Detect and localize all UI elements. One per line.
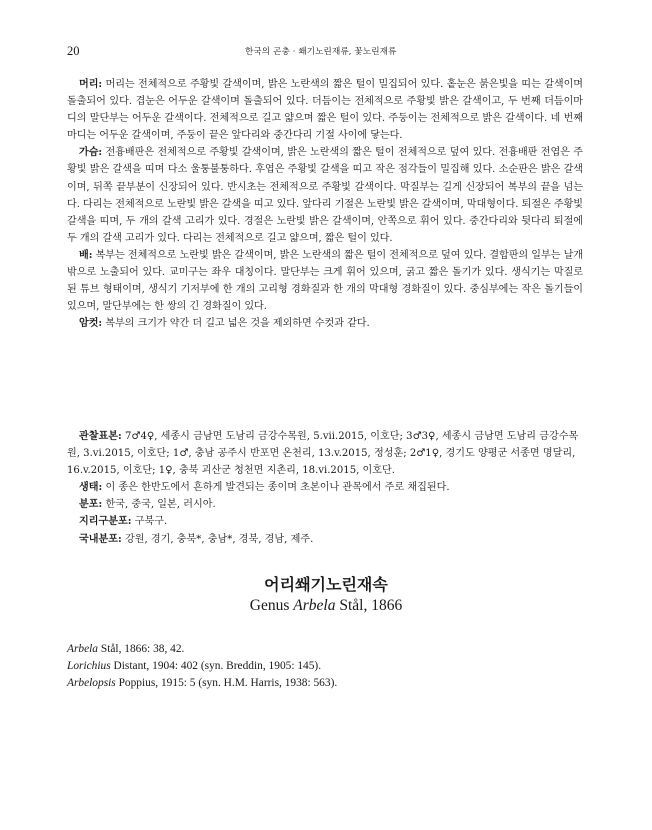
distribution-text: 한국, 중국, 일본, 러시아. xyxy=(105,499,216,511)
specimens-label: 관찰표본 xyxy=(79,431,119,442)
thorax-label: 가슴 xyxy=(79,147,99,159)
head-text: 머리는 전체적으로 주황빛 갈색이며, 밝은 노란색의 짧은 털이 밀집되어 있다. 홑눈은 붉은빛을 띠는 갈색이며 돌출되어 있다. 겹눈은 어두운 갈색이며 돌출되어 있다. 더듬이는 전체적으로 주황빛 밝은 갈색이고, 두 번째 더듬이마디의 말단부는 어두운 갈색이다. 전체적으로 길고 얇으며 짧은 털이 있다. 주둥이는 전체적으로 밝은 갈색이다. 네 번째 마디는 어두운 갈색이며, 주둥이 끝은 앞다리와 중간다리 기절 사이에 닿는다. xyxy=(67,79,583,142)
page-number: 20 xyxy=(67,44,80,58)
genus-title-korean: 어리쐐기노린재속 xyxy=(264,575,388,594)
specimens-examined: 관찰표본: 7♂4♀, 세종시 금남면 도남리 금강수목원, 5.vii.2015, 이호단; 3♂3♀, 세종시 금남면 도남리 금강수목원, 3.vi.2015, 이호단; 1♂, 충남 공주시 반포면 온천리, 13.v.2015, 정성훈; 2♂1♀, 경기도 양평군 서종면 명달리, 16.v.2015, 이호단; 1♀, 충북 괴산군 청천면 지촌리, 18.vi.2015, 이호단. xyxy=(67,431,579,477)
synonym-name: Lorichius xyxy=(67,660,111,672)
ecology-text: 이 종은 한반도에서 흔하게 발견되는 종이며 초본이나 관목에서 주로 채집된다. xyxy=(105,482,450,494)
specimen-section xyxy=(67,428,583,548)
abdomen-label: 배 xyxy=(79,249,89,261)
description-abdomen: 배: 복부는 전체적으로 노란빛 밝은 갈색이며, 밝은 노란색의 짧은 털이 전체적으로 덮여 있다. 결합판의 일부는 날개 밖으로 노출되어 있다. 교미구는 좌우 대칭이다. 말단부는 크게 휘어 있으며, 굵고 짧은 돌기가 있다. 생식기는 막질로 된 튜브 형태이며, 생식기 기저부에 한 개의 고리형 경화질과 한 개의 막대형 경화질이 있다. 중심부에는 작은 돌기들이 있으며, 말단부에는 한 쌍의 긴 경화질이 있다. xyxy=(67,249,583,313)
genus-title-author: Stål, 1866 xyxy=(335,597,403,614)
synonym-citation: Distant, 1904: 402 (syn. Breddin, 1905: 145). xyxy=(110,660,322,672)
domestic-distribution-text: 강원, 경기, 충북*, 충남*, 경북, 경남, 제주. xyxy=(124,533,314,545)
synonym-item xyxy=(67,658,583,675)
domestic-distribution-line: 국내분포: 강원, 경기, 충북*, 충남*, 경북, 경남, 제주. xyxy=(79,533,314,545)
synonym-citation: Stål, 1866: 38, 42. xyxy=(98,643,185,655)
synonym-citation: Poppius, 1915: 5 (syn. H.M. Harris, 1938: 563). xyxy=(115,677,338,689)
page-header xyxy=(67,44,585,60)
synonym-name: Arbela xyxy=(67,643,99,655)
description-female: 암컷: 복부의 크기가 약간 더 길고 넓은 것을 제외하면 수컷과 같다. xyxy=(79,318,370,330)
synonym-item xyxy=(67,675,583,692)
description-head: 머리: 머리는 전체적으로 주황빛 갈색이며, 밝은 노란색의 짧은 털이 밀집되어 있다. 홑눈은 붉은빛을 띠는 갈색이며 돌출되어 있다. 겹눈은 어두운 갈색이며 돌출되어 있다. 더듬이는 전체적으로 주황빛 밝은 갈색이고, 두 번째 더듬이마디의 말단부는 어두운 갈색이다. 전체적으로 길고 얇으며 짧은 털이 있다. 주둥이는 전체적으로 밝은 갈색이다. 네 번째 마디는 어두운 갈색이며, 주둥이 끝은 앞다리와 중간다리 기절 사이에 닿는다. xyxy=(67,79,583,142)
genus-title xyxy=(0,597,652,615)
ecology-label: 생태 xyxy=(79,482,99,494)
specimens-text: 7♂4♀, 세종시 금남면 도남리 금강수목원, 5.vii.2015, 이호단; 3♂3♀, 세종시 금남면 도남리 금강수목원, 3.vi.2015, 이호단; 1♂, 충남 공주시 반포면 온천리, 13.v.2015, 정성훈; 2♂1♀, 경기도 양평군 서종면 명달리, 16.v.2015, 이호단; 1♀, 충북 괴산군 청천면 지촌리, 18.vi.2015, 이호단. xyxy=(67,431,579,477)
synonym-list xyxy=(67,641,583,692)
synonym-item xyxy=(67,641,583,658)
domestic-distribution-label: 국내분포 xyxy=(79,533,119,545)
running-head: 한국의 곤충 · 쐐기노린재류, 꽃노린재류 xyxy=(245,47,397,57)
synonym-name: Arbelopsis xyxy=(67,677,116,689)
head-label: 머리 xyxy=(79,79,99,90)
distribution-line: 분포: 한국, 중국, 일본, 러시아. xyxy=(79,499,216,511)
zoogeography-text: 구북구. xyxy=(134,516,168,528)
abdomen-text: 복부는 전체적으로 노란빛 밝은 갈색이며, 밝은 노란색의 짧은 털이 전체적으로 덮여 있다. 결합판의 일부는 날개 밖으로 노출되어 있다. 교미구는 좌우 대칭이다. 말단부는 크게 휘어 있으며, 굵고 짧은 돌기가 있다. 생식기는 막질로 된 튜브 형태이며, 생식기 기저부에 한 개의 고리형 경화질과 한 개의 막대형 경화질이 있다. 중심부에는 작은 돌기들이 있으며, 말단부에는 한 쌍의 긴 경화질이 있다. xyxy=(67,249,583,313)
female-text: 복부의 크기가 약간 더 길고 넓은 것을 제외하면 수컷과 같다. xyxy=(105,318,370,330)
thorax-text: 전흉배판은 전체적으로 주황빛 갈색이며, 밝은 노란색의 짧은 털이 전체적으로 덮여 있다. 전흉배판 전엽은 주황빛 밝은 갈색을 띠며 다소 울퉁불퉁하다. 후엽은 주황빛 갈색을 띠고 작은 점각들이 밀집해 있다. 소순판은 밝은 갈색이며, 뒤쪽 끝부분이 신장되어 있다. 반시초는 전체적으로 주황빛 갈색이다. 막질부는 길게 신장되어 복부의 끝을 넘는다. 다리는 전체적으로 노란빛 밝은 갈색을 띠고 있다. 앞다리 기절은 노란빛 밝은 갈색이며, 막대형이다. 퇴절은 주황빛 갈색을 띠며, 두 개의 갈색 고리가 있다. 경절은 노란빛 밝은 갈색이며, 안쪽으로 휘어 있다. 중간다리와 뒷다리 퇴절에 두 개의 갈색 고리가 있다. 다리는 전체적으로 길고 얇으며, 짧은 털이 있다. xyxy=(67,147,583,244)
ecology-line: 생태: 이 종은 한반도에서 흔하게 발견되는 종이며 초본이나 관목에서 주로 채집된다. xyxy=(79,482,450,494)
distribution-label: 분포 xyxy=(79,499,99,511)
genus-title-name: Arbela xyxy=(293,597,336,614)
description-thorax: 가슴: 전흉배판은 전체적으로 주황빛 갈색이며, 밝은 노란색의 짧은 털이 전체적으로 덮여 있다. 전흉배판 전엽은 주황빛 밝은 갈색을 띠며 다소 울퉁불퉁하다. 후엽은 주황빛 갈색을 띠고 작은 점각들이 밀집해 있다. 소순판은 밝은 갈색이며, 뒤쪽 끝부분이 신장되어 있다. 반시초는 전체적으로 주황빛 갈색이다. 막질부는 길게 신장되어 복부의 끝을 넘는다. 다리는 전체적으로 노란빛 밝은 갈색을 띠고 있다. 앞다리 기절은 노란빛 밝은 갈색이며, 막대형이다. 퇴절은 주황빛 갈색을 띠며, 두 개의 갈색 고리가 있다. 경절은 노란빛 밝은 갈색이며, 안쪽으로 휘어 있다. 중간다리와 뒷다리 퇴절에 두 개의 갈색 고리가 있다. 다리는 전체적으로 길고 얇으며, 짧은 털이 있다. xyxy=(67,147,583,244)
genus-title-prefix: Genus xyxy=(249,597,294,614)
zoogeography-line: 지리구분포: 구북구. xyxy=(79,516,168,528)
zoogeography-label: 지리구분포 xyxy=(79,516,128,528)
species-description xyxy=(67,76,583,332)
female-label: 암컷 xyxy=(79,318,99,330)
